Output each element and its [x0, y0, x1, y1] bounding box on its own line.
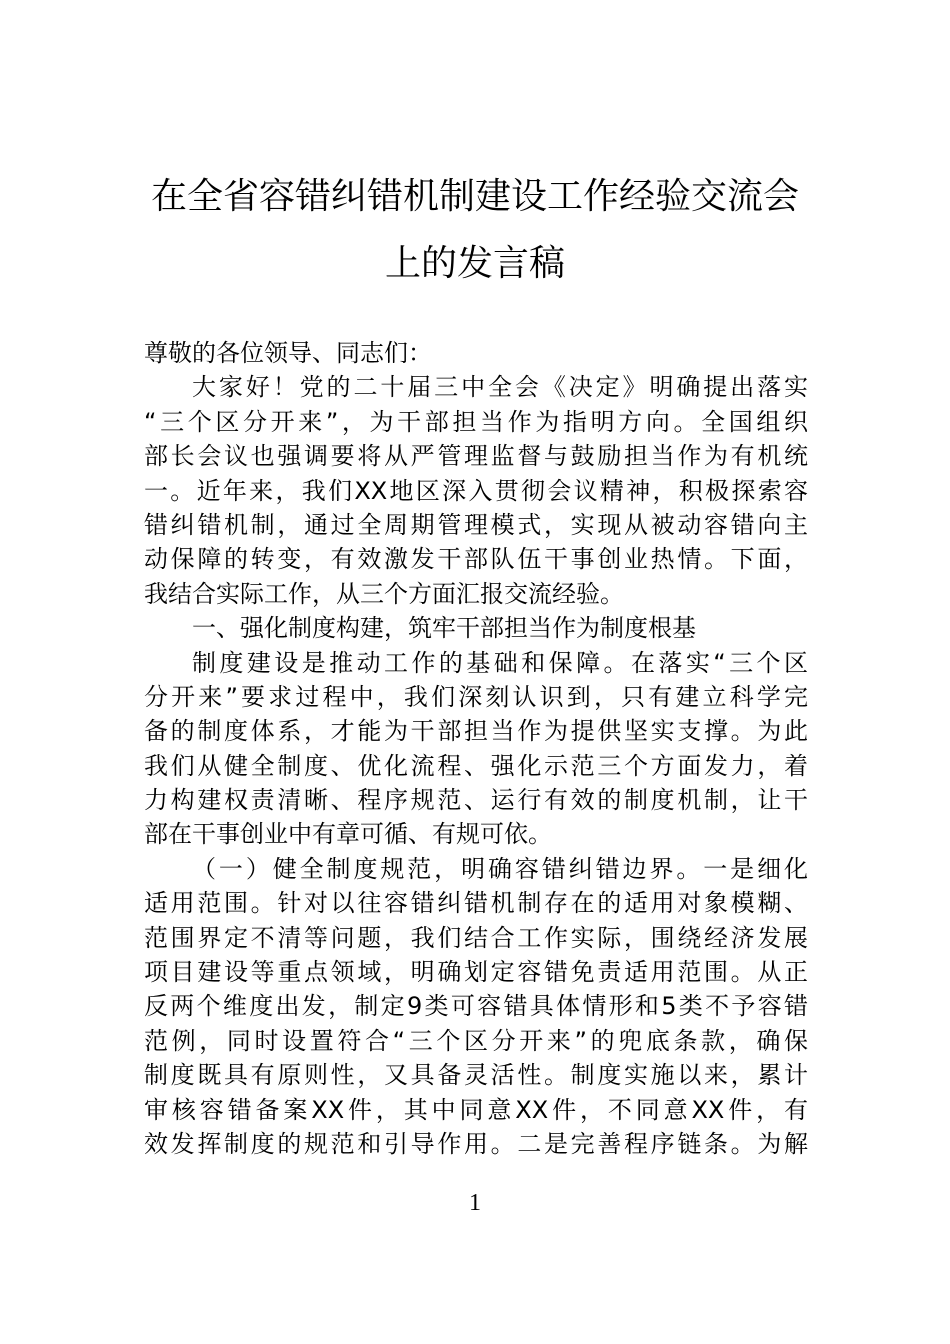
body-line: 动保障的转变，有效激发干部队伍干事创业热情。下面， [144, 545, 808, 574]
section-heading: 一、强化制度构建，筑牢干部担当作为制度根基 [192, 614, 696, 643]
body-line: 部在干事创业中有章可循、有规可依。 [144, 820, 552, 849]
body-line: 适用范围。针对以往容错纠错机制存在的适用对象模糊、 [144, 889, 808, 918]
body-line: 审核容错备案XX件，其中同意XX件，不同意XX件，有 [144, 1095, 808, 1124]
body-line: 备的制度体系，才能为干部担当作为提供坚实支撑。为此 [144, 717, 808, 746]
body-line: 一。近年来，我们XX地区深入贯彻会议精神，积极探索容 [144, 476, 808, 505]
body-line: 项目建设等重点领域，明确划定容错免责适用范围。从正 [144, 958, 808, 987]
body-line: “三个区分开来”，为干部担当作为指明方向。全国组织 [144, 407, 808, 436]
body-line: 力构建权责清晰、程序规范、运行有效的制度机制，让干 [144, 786, 808, 815]
body-line: 制度建设是推动工作的基础和保障。在落实“三个区 [192, 648, 808, 677]
body-line: 分开来”要求过程中，我们深刻认识到，只有建立科学完 [144, 682, 808, 711]
body-line: 大家好！党的二十届三中全会《决定》明确提出落实 [192, 373, 808, 402]
document-body [144, 336, 808, 1161]
body-line: 效发挥制度的规范和引导作用。二是完善程序链条。为解 [144, 1129, 808, 1158]
body-line: 部长会议也强调要将从严管理监督与鼓励担当作为有机统 [144, 442, 808, 471]
body-line: 我们从健全制度、优化流程、强化示范三个方面发力，着 [144, 751, 808, 780]
salutation: 尊敬的各位领导、同志们： [144, 339, 432, 367]
body-line: （一）健全制度规范，明确容错纠错边界。一是细化 [192, 854, 808, 883]
document-title-line-2: 上的发言稿 [384, 243, 565, 284]
document-title-line-1: 在全省容错纠错机制建设工作经验交流会 [150, 176, 799, 217]
body-line: 范例，同时设置符合“三个区分开来”的兜底条款，确保 [144, 1026, 808, 1055]
body-line: 我结合实际工作，从三个方面汇报交流经验。 [144, 579, 624, 608]
body-line: 反两个维度出发，制定9类可容错具体情形和5类不予容错 [144, 992, 808, 1021]
body-line: 错纠错机制，通过全周期管理模式，实现从被动容错向主 [144, 510, 808, 539]
body-line: 范围界定不清等问题，我们结合工作实际，围绕经济发展 [144, 923, 808, 952]
page-number: 1 [469, 1190, 481, 1216]
body-line: 制度既具有原则性，又具备灵活性。制度实施以来，累计 [144, 1061, 808, 1090]
